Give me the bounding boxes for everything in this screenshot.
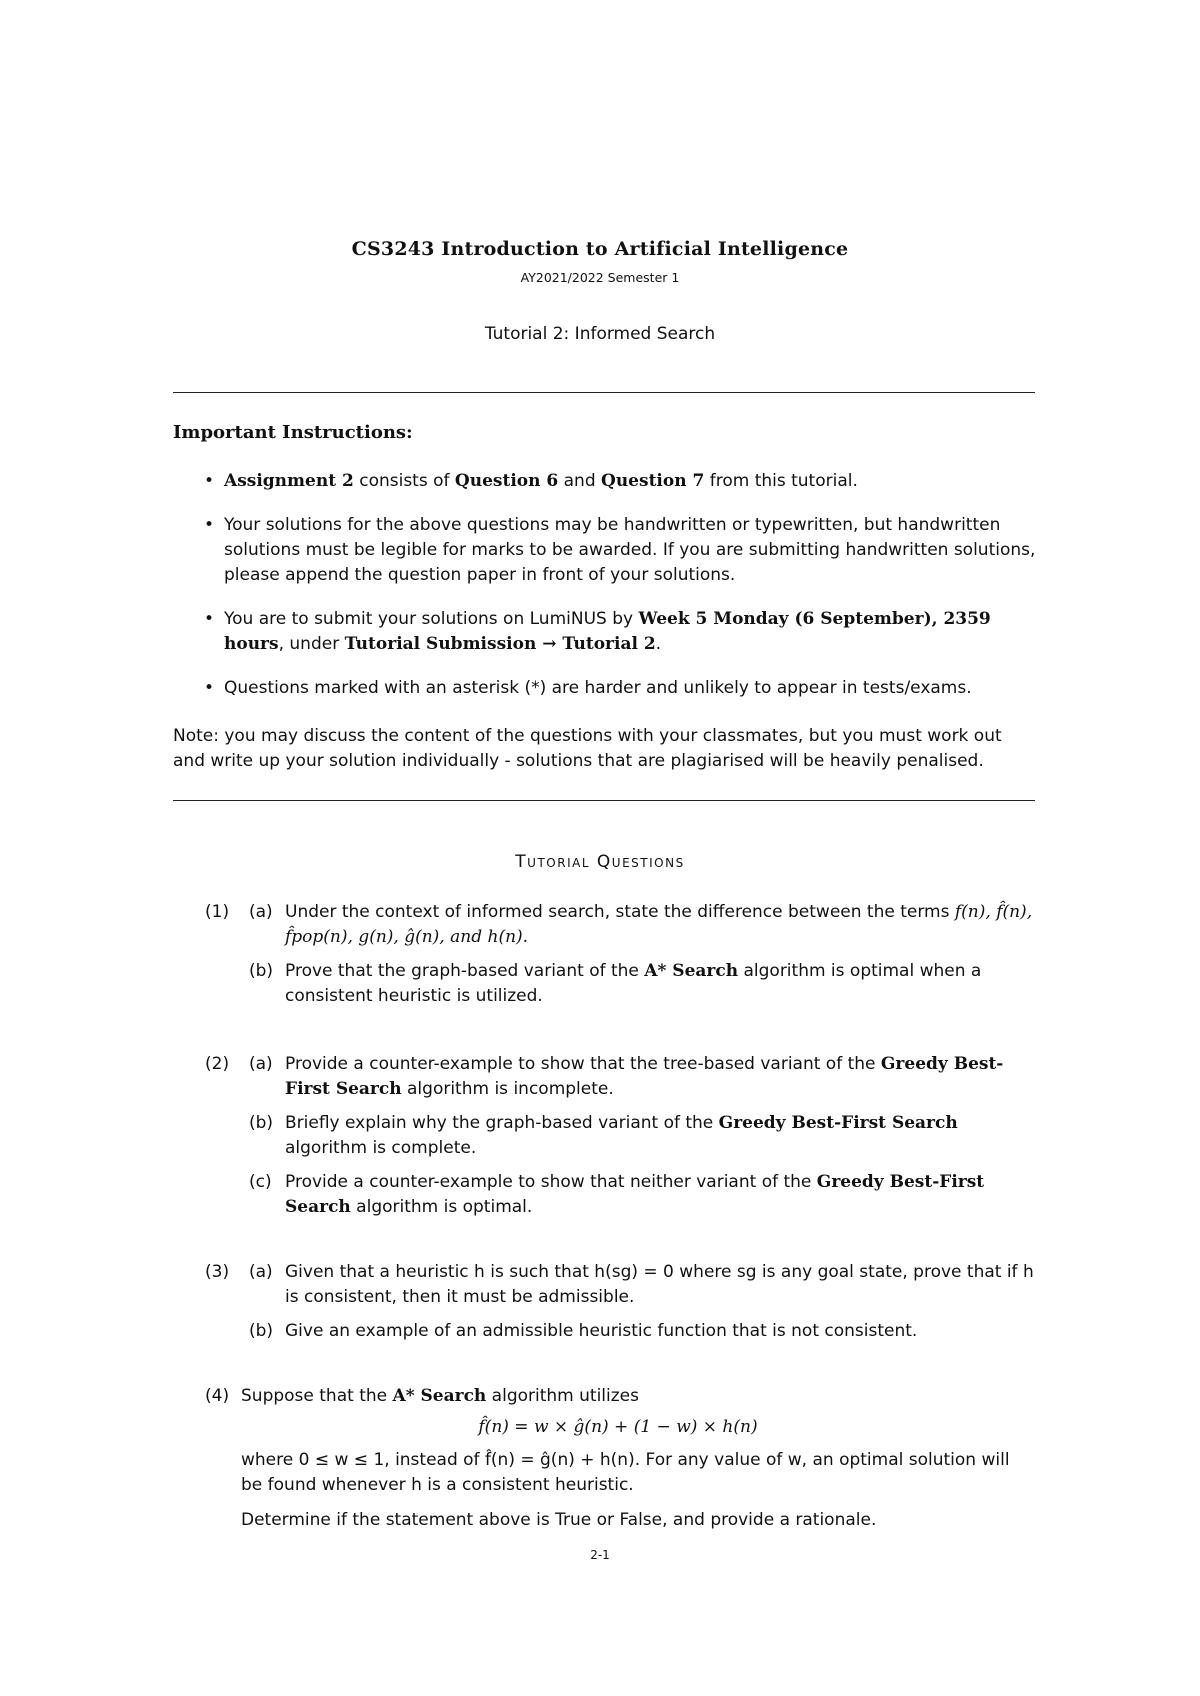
question-text: Briefly explain why the graph-based variant of the [285, 1113, 719, 1133]
assignment-label: Assignment 2 [224, 471, 354, 491]
semester-label: AY2021/2022 Semester 1 [520, 270, 680, 285]
bullet-icon: • [204, 515, 215, 535]
question-part [249, 1260, 1035, 1310]
question-part [249, 959, 1035, 1009]
instruction-item [204, 676, 1036, 701]
question-intro [241, 1384, 1035, 1409]
question-text: algorithm is optimal when a consistent heuristic is utilized. [285, 961, 982, 1006]
question-number: (1) [205, 902, 230, 922]
question-text: Give an example of an admissible heuristic function that is not consistent. [285, 1321, 918, 1341]
display-formula: f̂(n) = w × ĝ(n) + (1 − w) × h(n) [478, 1417, 758, 1437]
algorithm-name: A* Search [644, 961, 739, 981]
algorithm-name: A* Search [392, 1386, 487, 1406]
part-label: (a) [249, 902, 273, 922]
question-text: Prove that the graph-based variant of the [285, 961, 645, 981]
page-number: 2-1 [590, 1548, 610, 1562]
algorithm-name: Greedy Best-First Search [285, 1054, 1004, 1099]
question-part [249, 900, 1035, 950]
bullet-icon: • [204, 678, 215, 698]
instructions-list [204, 469, 1036, 720]
instruction-text: consists of [353, 471, 455, 491]
question-number: (3) [205, 1262, 230, 1282]
part-label: (a) [249, 1262, 273, 1282]
instruction-text: and [558, 471, 602, 491]
question-1 [205, 900, 1035, 1018]
instruction-text: You are to submit your solutions on LumiNUS by [224, 609, 639, 629]
part-label: (c) [249, 1172, 272, 1192]
question-part [249, 1111, 1035, 1161]
question-3 [205, 1260, 1035, 1353]
question-text: algorithm is complete. [285, 1138, 477, 1158]
part-label: (b) [249, 1113, 274, 1133]
question-text: Suppose that the [241, 1386, 393, 1406]
question-body [241, 1384, 1035, 1533]
question-ref: Question 7 [601, 471, 705, 491]
question-text: Provide a counter-example to show that the tree-based variant of the [285, 1054, 881, 1074]
part-label: (b) [249, 1321, 274, 1341]
part-label: (a) [249, 1054, 273, 1074]
math-terms: f(n), f̂(n), f̂pop(n), g(n), ĝ(n), and h(n). [285, 902, 1033, 947]
instruction-text: . [655, 634, 662, 654]
question-text: Provide a counter-example to show that neither variant of the [285, 1172, 817, 1192]
question-statement: where 0 ≤ w ≤ 1, instead of f̂(n) = ĝ(n) + h(n). For any value of w, an optimal solution will be found whenever h is a consistent heuristic. [241, 1450, 1010, 1495]
instruction-text: Your solutions for the above questions may be handwritten or typewritten, but handwritten solutions must be legible for marks to be awarded. If you are submitting handwritten solutions, please append the question paper in front of your solutions. [224, 515, 1036, 585]
question-text: Under the context of informed search, state the difference between the terms [285, 902, 955, 922]
instruction-item [204, 469, 1036, 494]
question-part [249, 1170, 1035, 1220]
plagiarism-note: Note: you may discuss the content of the questions with your classmates, but you must work out and write up your solution individually - solutions that are plagiarised will be heavily penalised. [173, 726, 1002, 771]
algorithm-name: Greedy Best-First Search [285, 1172, 985, 1217]
question-2 [205, 1052, 1035, 1229]
top-divider [173, 392, 1035, 393]
bullet-icon: • [204, 609, 215, 629]
tutorial-title: Tutorial 2: Informed Search [484, 324, 716, 344]
instruction-item [204, 607, 1036, 657]
bottom-divider [173, 800, 1035, 801]
instructions-heading: Important Instructions: [173, 422, 413, 443]
question-text: algorithm is optimal. [350, 1197, 533, 1217]
algorithm-name: Greedy Best-First Search [718, 1113, 958, 1133]
question-text: Given that a heuristic h is such that h(sg) = 0 where sg is any goal state, prove that if h is consistent, then it must be admissible. [285, 1262, 1034, 1307]
part-label: (b) [249, 961, 274, 981]
question-prompt: Determine if the statement above is True or False, and provide a rationale. [241, 1510, 877, 1530]
instruction-text: Questions marked with an asterisk (*) are harder and unlikely to appear in tests/exams. [224, 678, 972, 698]
question-ref: Question 6 [454, 471, 559, 491]
deadline: Week 5 Monday (6 September), 2359 hours [224, 609, 991, 654]
instructions-heading-block [173, 420, 1035, 446]
question-part [249, 1319, 1035, 1344]
instruction-item [204, 513, 1036, 588]
question-part [249, 1052, 1035, 1102]
question-4 [205, 1384, 1035, 1533]
question-text: algorithm utilizes [486, 1386, 639, 1406]
question-number: (2) [205, 1054, 230, 1074]
question-number: (4) [205, 1386, 230, 1406]
section-heading: Tutorial Questions [515, 852, 685, 872]
instruction-text: from this tutorial. [704, 471, 858, 491]
course-title: CS3243 Introduction to Artificial Intelligence [351, 238, 849, 260]
instruction-text: , under [278, 634, 345, 654]
bullet-icon: • [204, 471, 215, 491]
question-text: algorithm is incomplete. [401, 1079, 614, 1099]
submission-path: Tutorial Submission → Tutorial 2 [344, 634, 656, 654]
